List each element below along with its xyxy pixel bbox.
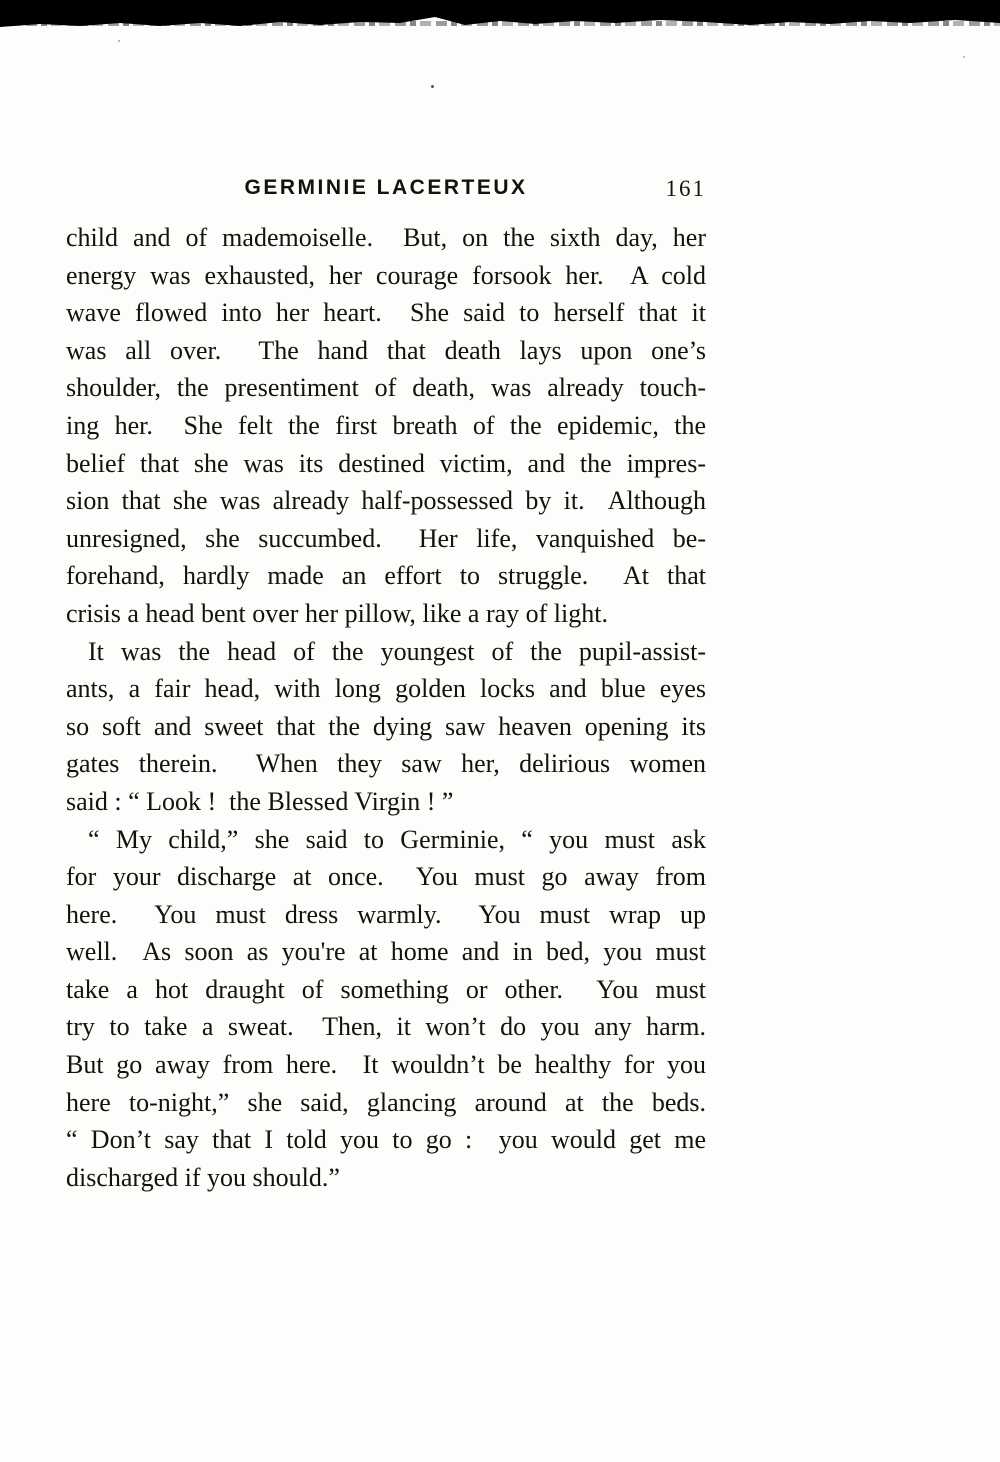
scan-speck [963, 56, 965, 58]
text-line: wave flowed into her heart. She said to herself that it [66, 298, 706, 328]
text-line: here. You must dress warmly. You must wrap up [66, 899, 706, 929]
text-line: But go away from here. It wouldn’t be healthy for you [66, 1050, 706, 1080]
text-line: shoulder, the presentiment of death, was already touch- [66, 373, 706, 403]
text-line: was all over. The hand that death lays upon one’s [66, 335, 706, 365]
text-line: so soft and sweet that the dying saw heaven opening its [66, 711, 706, 741]
text-line: crisis a head bent over her pillow, like a ray of light. [66, 598, 608, 628]
text-line: try to take a sweat. Then, it won’t do you any harm. [66, 1012, 706, 1042]
text-line: ants, a fair head, with long golden locks and blue eyes [66, 674, 706, 704]
text-line: It was the head of the youngest of the pupil-assist- [88, 636, 706, 666]
text-line: take a hot draught of something or other. You must [66, 974, 706, 1004]
scan-artifact-fringe [0, 21, 1000, 26]
page-body [66, 219, 706, 1196]
text-line: here to-night,” she said, glancing around at the beds. [66, 1087, 706, 1117]
running-head [66, 174, 706, 204]
text-line: “ My child,” she said to Germinie, “ you must ask [88, 824, 706, 854]
text-line: energy was exhausted, her courage forsook her. A cold [66, 260, 706, 290]
text-line: forehand, hardly made an effort to struggle. At that [66, 561, 706, 591]
text-line: well. As soon as you're at home and in bed, you must [66, 937, 706, 967]
page-title: GERMINIE LACERTEUX [244, 176, 528, 199]
text-line: sion that she was already half-possessed by it. Although [66, 486, 706, 516]
text-line: child and of mademoiselle. But, on the sixth day, her [66, 223, 706, 252]
text-line: belief that she was its destined victim, and the impres- [66, 448, 706, 478]
scan-speck [431, 85, 434, 88]
text-line: unresigned, she succumbed. Her life, vanquished be- [66, 523, 706, 553]
text-line: ing her. She felt the first breath of the epidemic, the [66, 410, 706, 440]
text-line: discharged if you should.” [66, 1162, 340, 1192]
scan-speck [118, 40, 120, 42]
text-line: for your discharge at once. You must go away from [66, 862, 706, 892]
text-line: said : “ Look ! the Blessed Virgin ! ” [66, 786, 454, 816]
page-number: 161 [665, 176, 706, 201]
text-line: “ Don’t say that I told you to go : you would get me [66, 1125, 706, 1155]
text-line: gates therein. When they saw her, delirious women [66, 749, 706, 779]
